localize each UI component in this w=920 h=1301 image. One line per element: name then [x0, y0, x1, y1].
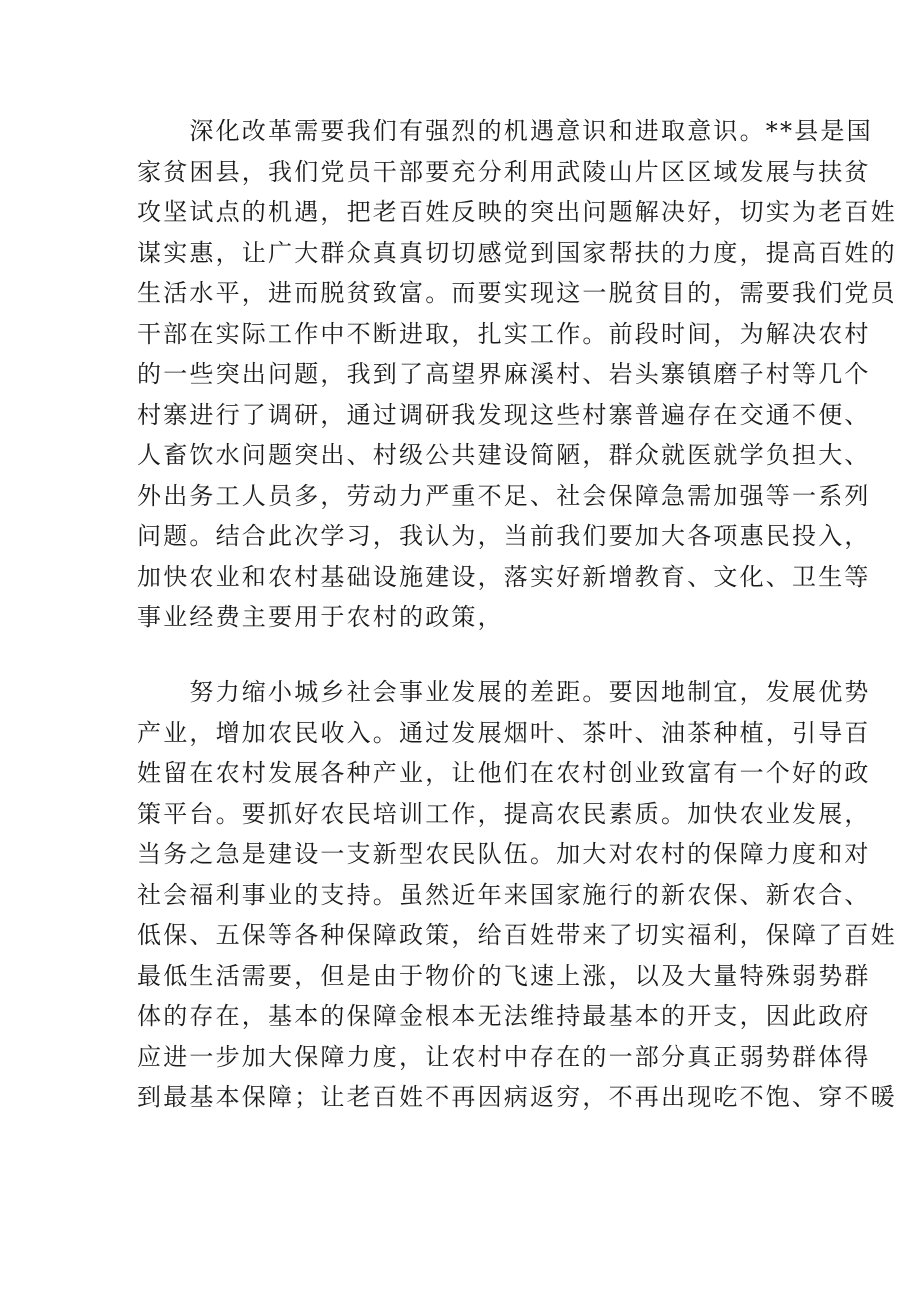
text-line: 干部在实际工作中不断进取，扎实工作。前段时间，为解决农村	[137, 319, 871, 348]
text-line: 家贫困县，我们党员干部要充分利用武陵山片区区域发展与扶贫	[137, 157, 871, 186]
text-line: 产业，增加农民收入。通过发展烟叶、茶叶、油茶种植，引导百	[137, 718, 871, 747]
text-line: 事业经费主要用于农村的政策，	[137, 603, 504, 631]
text-line: 村寨进行了调研，通过调研我发现这些村寨普遍存在交通不便、	[137, 400, 871, 429]
text-line: 最低生活需要，但是由于物价的飞速上涨，以及大量特殊弱势群	[137, 961, 871, 990]
text-line: 当务之急是建设一支新型农民队伍。加大对农村的保障力度和对	[137, 840, 871, 868]
text-line: 攻坚试点的机遇，把老百姓反映的突出问题解决好，切实为老百姓	[137, 198, 897, 226]
text-line: 问题。结合此次学习，我认为，当前我们要加大各项惠民投入，	[137, 522, 871, 550]
paragraph-2	[137, 672, 897, 1118]
text-line: 姓留在农村发展各种产业，让他们在农村创业致富有一个好的政	[137, 759, 871, 787]
paragraph-1	[137, 111, 897, 638]
text-line: 外出务工人员多，劳动力严重不足、社会保障急需加强等一系列	[137, 481, 871, 510]
text-line: 的一些突出问题，我到了高望界麻溪村、岩头寨镇磨子村等几个	[137, 360, 871, 388]
text-line: 努力缩小城乡社会事业发展的差距。要因地制宜，发展优势	[137, 678, 871, 706]
text-line: 到最基本保障；让老百姓不再因病返穷，不再出现吃不饱、穿不暖	[137, 1083, 897, 1111]
text-line: 应进一步加大保障力度，让农村中存在的一部分真正弱势群体得	[137, 1042, 871, 1071]
text-line: 加快农业和农村基础设施建设，落实好新增教育、文化、卫生等	[137, 562, 871, 591]
text-line: 人畜饮水问题突出、村级公共建设简陋，群众就医就学负担大、	[137, 441, 871, 469]
text-line: 体的存在，基本的保障金根本无法维持最基本的开支，因此政府	[137, 1002, 871, 1030]
text-line: 谋实惠，让广大群众真真切切感觉到国家帮扶的力度，提高百姓的	[137, 238, 897, 267]
text-line: 低保、五保等各种保障政策，给百姓带来了切实福利，保障了百姓	[137, 921, 897, 949]
text-line: 社会福利事业的支持。虽然近年来国家施行的新农保、新农合、	[137, 880, 871, 909]
text-line: 深化改革需要我们有强烈的机遇意识和进取意识。**县是国	[137, 117, 873, 145]
text-line: 策平台。要抓好农民培训工作，提高农民素质。加快农业发展，	[137, 799, 871, 828]
text-line: 生活水平，进而脱贫致富。而要实现这一脱贫目的，需要我们党员	[137, 279, 897, 307]
